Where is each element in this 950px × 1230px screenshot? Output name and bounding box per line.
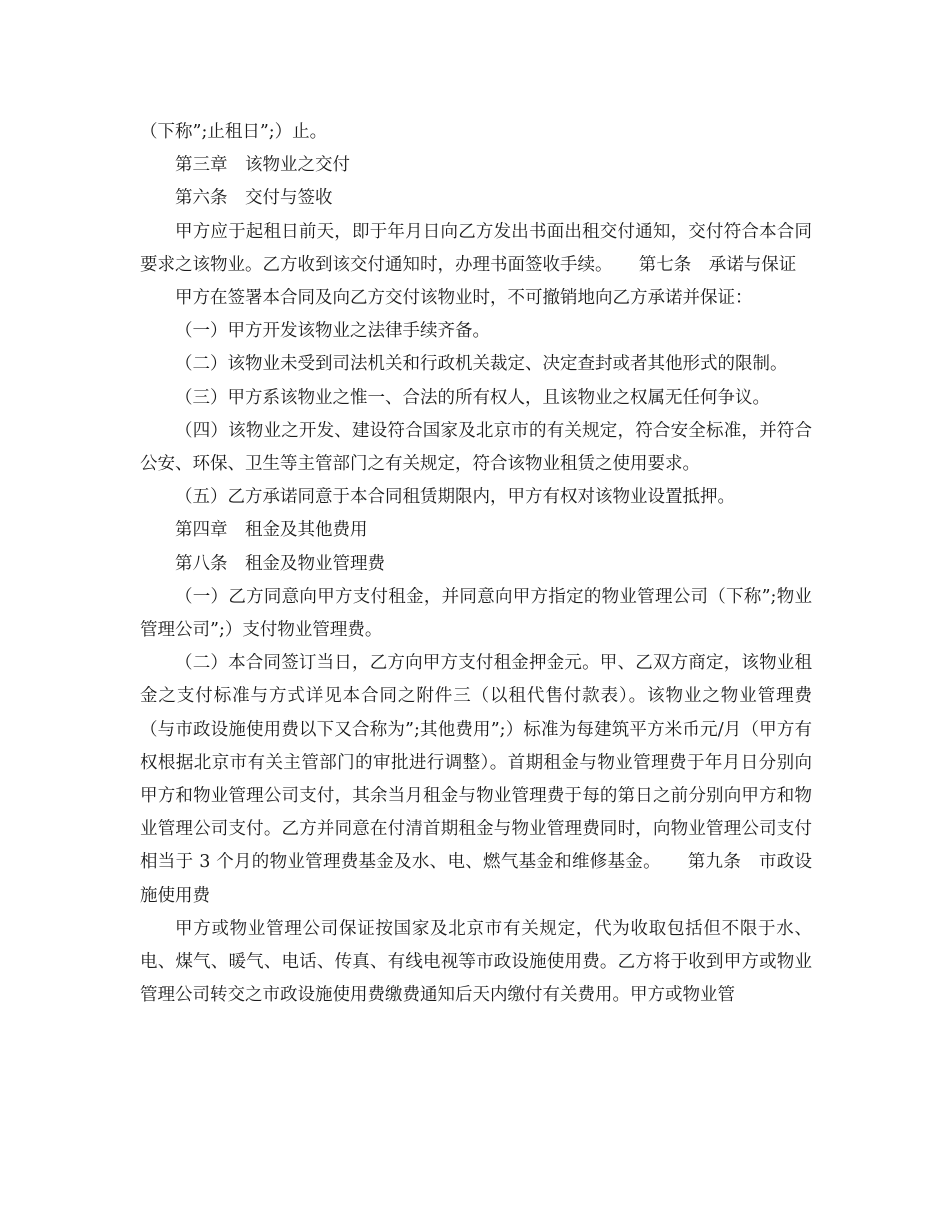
document-body — [140, 116, 812, 1012]
paragraph: 甲方或物业管理公司保证按国家及北京市有关规定，代为收取包括但不限于水、电、煤气、暖气、电话、传真、有线电视等市政设施使用费。乙方将于收到甲方或物业管理公司转交之市政设施使用费缴费通知后天内缴付有关费用。甲方或物业管 — [140, 918, 812, 1006]
paragraph: （下称”;止租日”;）止。 — [140, 122, 328, 142]
paragraph: （一）乙方同意向甲方支付租金，并同意向甲方指定的物业管理公司（下称”;物业管理公司”;）支付物业管理费。 — [140, 586, 812, 641]
paragraph: 甲方应于起租日前天，即于年月日向乙方发出书面出租交付通知，交付符合本合同要求之该物业。乙方收到该交付通知时，办理书面签收手续。 第七条 承诺与保证 — [140, 221, 812, 275]
paragraph: 第三章 该物业之交付 — [175, 155, 350, 176]
paragraph: （五）乙方承诺同意于本合同租赁期限内，甲方有权对该物业设置抵押。 — [175, 487, 735, 508]
paragraph: 第四章 租金及其他费用 — [175, 520, 368, 541]
paragraph: （三）甲方系该物业之惟一、合法的所有权人，且该物业之权属无任何争议。 — [175, 387, 770, 408]
paragraph: （一）甲方开发该物业之法律手续齐备。 — [175, 321, 490, 342]
paragraph: （二）本合同签订当日，乙方向甲方支付租金押金元。甲、乙双方商定，该物业租金之支付标准与方式详见本合同之附件三（以租代售付款表）。该物业之物业管理费（与市政设施使用费以下又合称为”;其他费用”;）标准为每建筑平方米币元/月（甲方有权根据北京市有关主管部门的审批进行调整）。首期租金与物业管理费于年月日分别向甲方和物业管理公司支付，其余当月租金与物业管理费于每的第日之前分别向甲方和物业管理公司支付。乙方并同意在付清首期租金与物业管理费同时，向物业管理公司支付相当于 3 个月的物业管理费基金及水、电、燃气基金和维修基金。 第九条 市政设施使用费 — [140, 653, 812, 906]
paragraph: 第八条 租金及物业管理费 — [175, 553, 385, 574]
paragraph: 甲方在签署本合同及向乙方交付该物业时，不可撤销地向乙方承诺并保证： — [175, 288, 753, 309]
paragraph: 第六条 交付与签收 — [175, 188, 333, 209]
paragraph: （二）该物业未受到司法机关和行政机关裁定、决定查封或者其他形式的限制。 — [175, 354, 788, 375]
paragraph: （四）该物业之开发、建设符合国家及北京市的有关规定，符合安全标准，并符合公安、环保、卫生等主管部门之有关规定，符合该物业租赁之使用要求。 — [140, 420, 812, 475]
